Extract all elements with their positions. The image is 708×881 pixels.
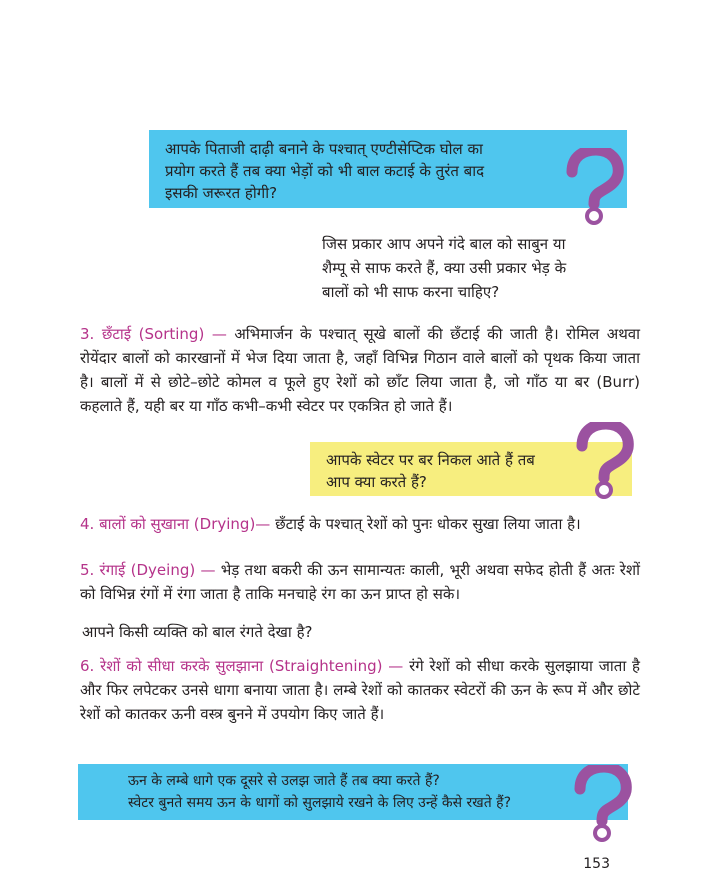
question-mark-icon (564, 148, 626, 226)
paragraph-straightening (80, 654, 640, 726)
paragraph-sorting (80, 322, 640, 418)
box-line: स्वेटर बुनते समय ऊन के धागों को सुलझाये रखने के लिए उन्हें कैसे रखते हैं? (128, 795, 512, 811)
question-line: जिस प्रकार आप अपने गंदे बाल को साबुन या (322, 235, 566, 253)
section-heading-sorting: 3. छँटाई (Sorting) — (80, 325, 227, 343)
box-line: आप क्या करते हैं? (326, 473, 427, 491)
section-heading-straightening: 6. रेशों को सीधा करके सुलझाना (Straightening) — (80, 657, 404, 675)
question-mark-icon (572, 765, 634, 843)
question-line: शैम्पू से साफ करते हैं, क्या उसी प्रकार भेड़ के (322, 259, 567, 277)
question-box-antiseptic (149, 130, 627, 208)
page-number: 153 (583, 856, 610, 872)
paragraph-drying (80, 512, 640, 536)
question-mark-icon (574, 422, 636, 500)
box-line: इसकी जरूरत होगी? (165, 184, 278, 202)
section-heading-drying: 4. बालों को सुखाना (Drying)— (80, 515, 271, 533)
paragraph-body: अभिमार्जन के पश्चात् सूखे बालों की छँटाई की जाती है। रोमिल अथवा रोयेंदार बालों को कारखानों में भेज दिया जाता है, जहाँ विभिन्न गिठान वाले बालों को पृथक किया जाता है। बालों में से छोटे–छोटे कोमल व फूले हुए रेशों को छाँट लिया जाता है, जो गाँठ या बर (Burr) कहलाते हैं, यही बर या गाँठ कभी–कभी स्वेटर पर एकत्रित हो जाते हैं। (80, 325, 640, 415)
question-box-wool (78, 764, 628, 820)
paragraph-dyeing (80, 558, 640, 606)
section-heading-dyeing: 5. रंगाई (Dyeing) — (80, 561, 216, 579)
paragraph-body: भेड़ तथा बकरी की ऊन सामान्यतः काली, भूरी अथवा सफेद होती हैं अतः रेशों को विभिन्न रंगों में रंगा जाता है ताकि मनचाहे रंग का ऊन प्राप्त हो सके। (80, 561, 640, 603)
paragraph-body: रंगे रेशों को सीधा करके सुलझाया जाता है और फिर लपेटकर उनसे धागा बनाया जाता है। लम्बे रेशों को कातकर स्वेटरों की ऊन के रूप में और छोटे रेशों को कातकर ऊनी वस्त्र बुनने में उपयोग किए जाते हैं। (80, 657, 641, 723)
question-hair-dye: आपने किसी व्यक्ति को बाल रंगते देखा है? (82, 623, 313, 641)
question-shampoo (322, 232, 622, 304)
paragraph-body: छँटाई के पश्चात् रेशों को पुनः धोकर सुखा लिया जाता है। (270, 515, 581, 533)
box-line: आपके स्वेटर पर बर निकल आते हैं तब (326, 451, 535, 469)
box-line: ऊन के लम्बे धागे एक दूसरे से उलझ जाते हैं तब क्या करते हैं? (128, 773, 440, 789)
box-line: प्रयोग करते हैं तब क्या भेड़ों को भी बाल कटाई के तुरंत बाद (165, 162, 485, 180)
question-line: बालों को भी साफ करना चाहिए? (322, 283, 500, 301)
box-line: आपके पिताजी दाढ़ी बनाने के पश्चात् एण्टीसेप्टिक घोल का (165, 140, 483, 158)
